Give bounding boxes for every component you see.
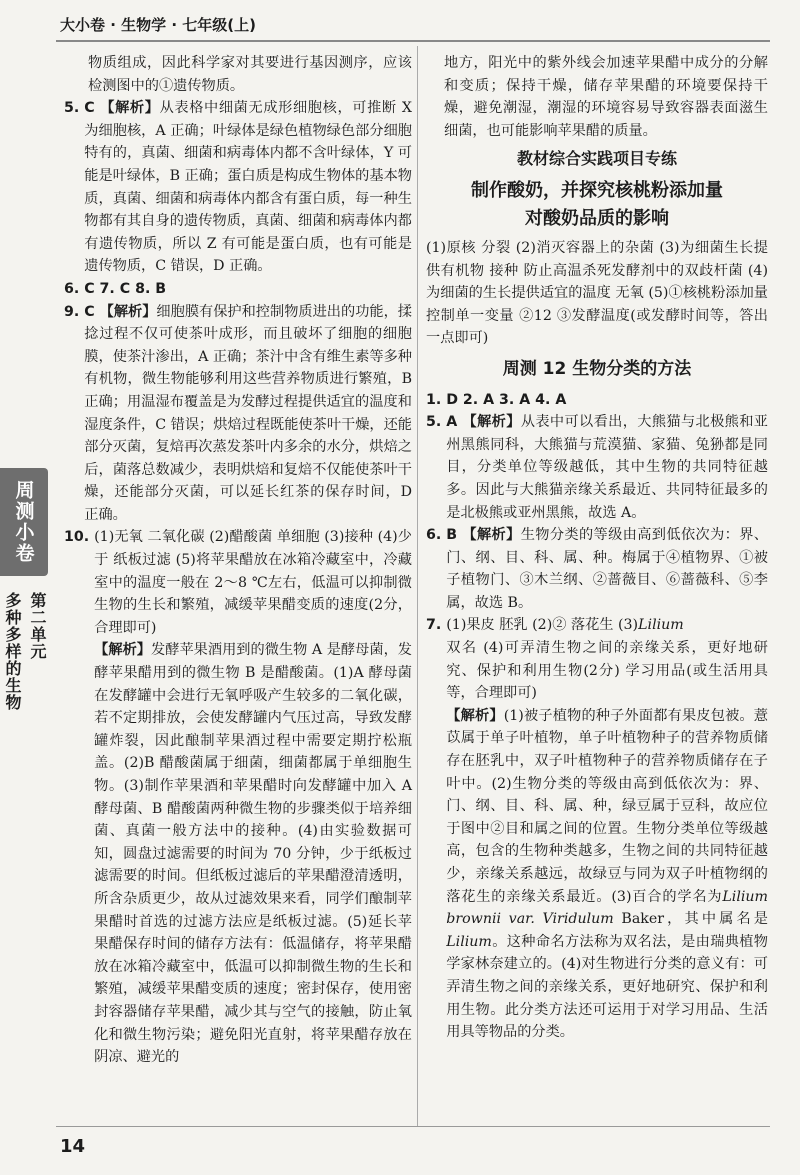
answer-text: 从表中可以看出，大熊猫与北极熊和亚州黑熊同科，大熊猫与荒漠猫、家猫、兔狲都是同目，分类单位等级越低，其中生物的共同特征越多。因此与大熊猫亲缘关系最近、共同特征最多的是北极熊或亚州黑熊，故选 A。 (446, 414, 768, 521)
project-title-line-1: 制作酸奶，并探究核桃粉添加量 (471, 179, 723, 201)
answer-text-2: 双名 (4)可弄清生物之间的亲缘关系，更好地研究、保护和利用生物(2分) 学习用品(或生活用具等，合理即可) (446, 640, 768, 702)
unit-line-2: 多种多样的生物 (3, 592, 22, 711)
footer-rule (56, 1126, 770, 1127)
answer-text: 从表格中细菌无成形细胞核，可推断 X 为细胞核，A 正确；叶绿体是绿色植物绿色部分细胞特有的，真菌、细菌和病毒体内都不含叶绿体，Y 可能是叶绿体，B 正确；蛋白质是构成生物体的基本物质，真菌、细菌和病毒体内都含有蛋白质，每一种生物都有其自身的遗传物质，真菌、细菌和病毒体内都有遗传物质，所以 Z 有可能是蛋白质，也有可能是遗传物质，C 错误，D 正确。 (84, 100, 412, 275)
question-number: 6. (426, 527, 442, 544)
analysis-text: (1)被子植物的种子外面都有果皮包被。薏苡属于单子叶植物，单子叶植物种子的营养物质储存在胚乳中，双子叶植物种子的营养物质储存在子叶中。(2)生物分类的等级由高到低依次为：界、门、纲、目、科、属、种，绿豆属于豆科，故应位于图中②目和属之间的位置。生物分类单位等级越高，包含的生物种类越多，生物之间的共同特征越少，亲缘关系越远，故绿豆与同为双子叶植物纲的落花生的亲缘关系最近。(3)百合的学名为 (446, 707, 768, 905)
analysis-head: 【解析】 (446, 707, 504, 724)
continued-paragraph: 地方，阳光中的紫外线会加速苹果醋中成分的分解和变质；保持干燥，储存苹果醋的环境要保持干燥，避免潮湿，潮湿的环境容易导致容器表面滋生细菌，也可能影响苹果醋的质量。 (444, 55, 768, 139)
answer-head: C 【解析】 (84, 100, 160, 117)
question-9 (64, 301, 412, 527)
questions-1-4: 1. D 2. A 3. A 4. A (426, 391, 567, 408)
question-6 (426, 524, 768, 614)
scientific-name: Lilium brownii var. Viridulum (446, 888, 768, 928)
side-tab-weekly-test: 周测小卷 (0, 468, 48, 576)
answer-text: (1)果皮 胚乳 (2)② 落花生 (3) (446, 617, 639, 634)
side-unit-label (4, 592, 46, 711)
answer-head: B 【解析】 (446, 527, 521, 544)
header-rule (56, 40, 770, 42)
question-5 (426, 411, 768, 524)
page-number: 14 (60, 1136, 86, 1157)
answer-genus-name: Lilium (638, 617, 684, 634)
question-10 (64, 526, 412, 1068)
question-number: 9. (64, 303, 80, 320)
intro-paragraph: 物质组成，因此科学家对其要进行基因测序，应该检测图中的①遗传物质。 (88, 55, 412, 94)
question-5 (64, 97, 412, 278)
genus-name: Lilium (446, 933, 492, 950)
question-number: 5. (426, 414, 442, 431)
column-divider (417, 46, 418, 1126)
analysis-text: 发酵苹果酒用到的微生物 A 是酵母菌，发酵苹果醋用到的微生物 B 是醋酸菌。(1)A 酵母菌在发酵罐中会进行无氧呼吸产生较多的二氧化碳，若不定期排放，会使发酵罐内气压过高，导致发酵罐炸裂，因此酿制苹果酒过程中需要定期拧松瓶盖。(2)B 醋酸菌属于细菌，细菌都属于单细胞生物。(3)制作苹果酒和苹果醋时向发酵罐中加入 A 酵母菌、B 醋酸菌两种微生物的步骤类似于培养细菌、真菌一般方法中的接种。(4)由实验数据可知，圆盘过滤需要的时间为 70 分钟，少于纸板过滤需要的时间。但纸板过滤后的苹果醋澄清透明，所含杂质更少，故从过滤效果来看，同学们酿制苹果醋时首选的过滤方法应是纸板过滤。(5)延长苹果醋保存时间的储存方法有：低温储存，将苹果醋放在冰箱冷藏室中，低温可以抑制微生物的生长和繁殖，减缓苹果醋变质的速度；密封保存，使用密封容器储存苹果醋，减少其与空气的接触，防止氧化和微生物污染；避免阳光直射，将苹果醋存放在阴凉、避光的 (94, 642, 412, 1066)
answer-head: A 【解析】 (446, 414, 521, 431)
question-number: 7. (426, 617, 442, 634)
answer-head: C 【解析】 (84, 303, 157, 320)
question-number: 10. (64, 529, 90, 546)
project-title-line-2: 对酸奶品质的影响 (525, 207, 669, 229)
project-answer: (1)原核 分裂 (2)消灭容器上的杂菌 (3)为细菌生长提供有机物 接种 防止高温杀死发酵剂中的双歧杆菌 (4)为细菌的生长提供适宜的温度 无氧 (5)①核桃粉添加量 控制单一变量 ②12 ③发酵温度(或发酵时间等，答出一点即可) (426, 239, 768, 347)
answer-text: 生物分类的等级由高到低依次为：界、门、纲、目、科、属、种。梅属于④植物界、①被子植物门、③木兰纲、②蔷薇目、⑥蔷薇科、⑤李属，故选 B。 (446, 527, 768, 611)
answer-text: (1)无氧 二氧化碳 (2)醋酸菌 单细胞 (3)接种 (4)少于 纸板过滤 (5)将苹果醋放在冰箱冷藏室中，冷藏室中的温度一般在 2～8 ℃左右，低温可以抑制微生物的生长和繁殖，减缓苹果醋变质的速度(2分，合理即可) (94, 529, 412, 636)
answer-text: 细胞膜有保护和控制物质进出的功能，揉捻过程不仅可使茶叶成形，而且破坏了细胞的细胞膜，使茶汁渗出，A 正确；茶汁中含有维生素等多种有机物，微生物能够利用这些营养物质进行繁殖，B 正确；用温湿布覆盖是为发酵过程提供适宜的温度和湿度条件，C 错误；烘焙过程既能使茶叶干燥，还能部分灭菌，复焙再次蒸发茶叶内多余的水分，烘焙之后，菌落总数减少，表明烘焙和复焙不仅能使茶叶干燥，还能部分灭菌，可以延长红茶的保存时间，D 正确。 (84, 303, 412, 523)
right-column (426, 52, 768, 1044)
week-12-title: 周测 12 生物分类的方法 (502, 358, 692, 379)
unit-line-1: 第二单元 (28, 592, 47, 660)
analysis-text-3: 。这种命名方法称为双名法，是由瑞典植物学家林奈建立的。(4)对生物进行分类的意义有：可弄清生物之间的亲缘关系，更好地研究、保护和利用生物。此分类方法还可运用于对学习用品、生活用具等物品的分类。 (446, 933, 768, 1041)
analysis-text-2: Baker，其中属名是 (621, 911, 768, 928)
analysis-head: 【解析】 (94, 642, 152, 659)
project-heading: 教材综合实践项目专练 (516, 149, 677, 169)
question-number: 5. (64, 100, 80, 117)
questions-6-8: 6. C 7. C 8. B (64, 280, 167, 297)
left-column (64, 52, 412, 1069)
question-7 (426, 614, 768, 1043)
page-header: 大小卷 · 生物学 · 七年级(上) (60, 16, 256, 34)
